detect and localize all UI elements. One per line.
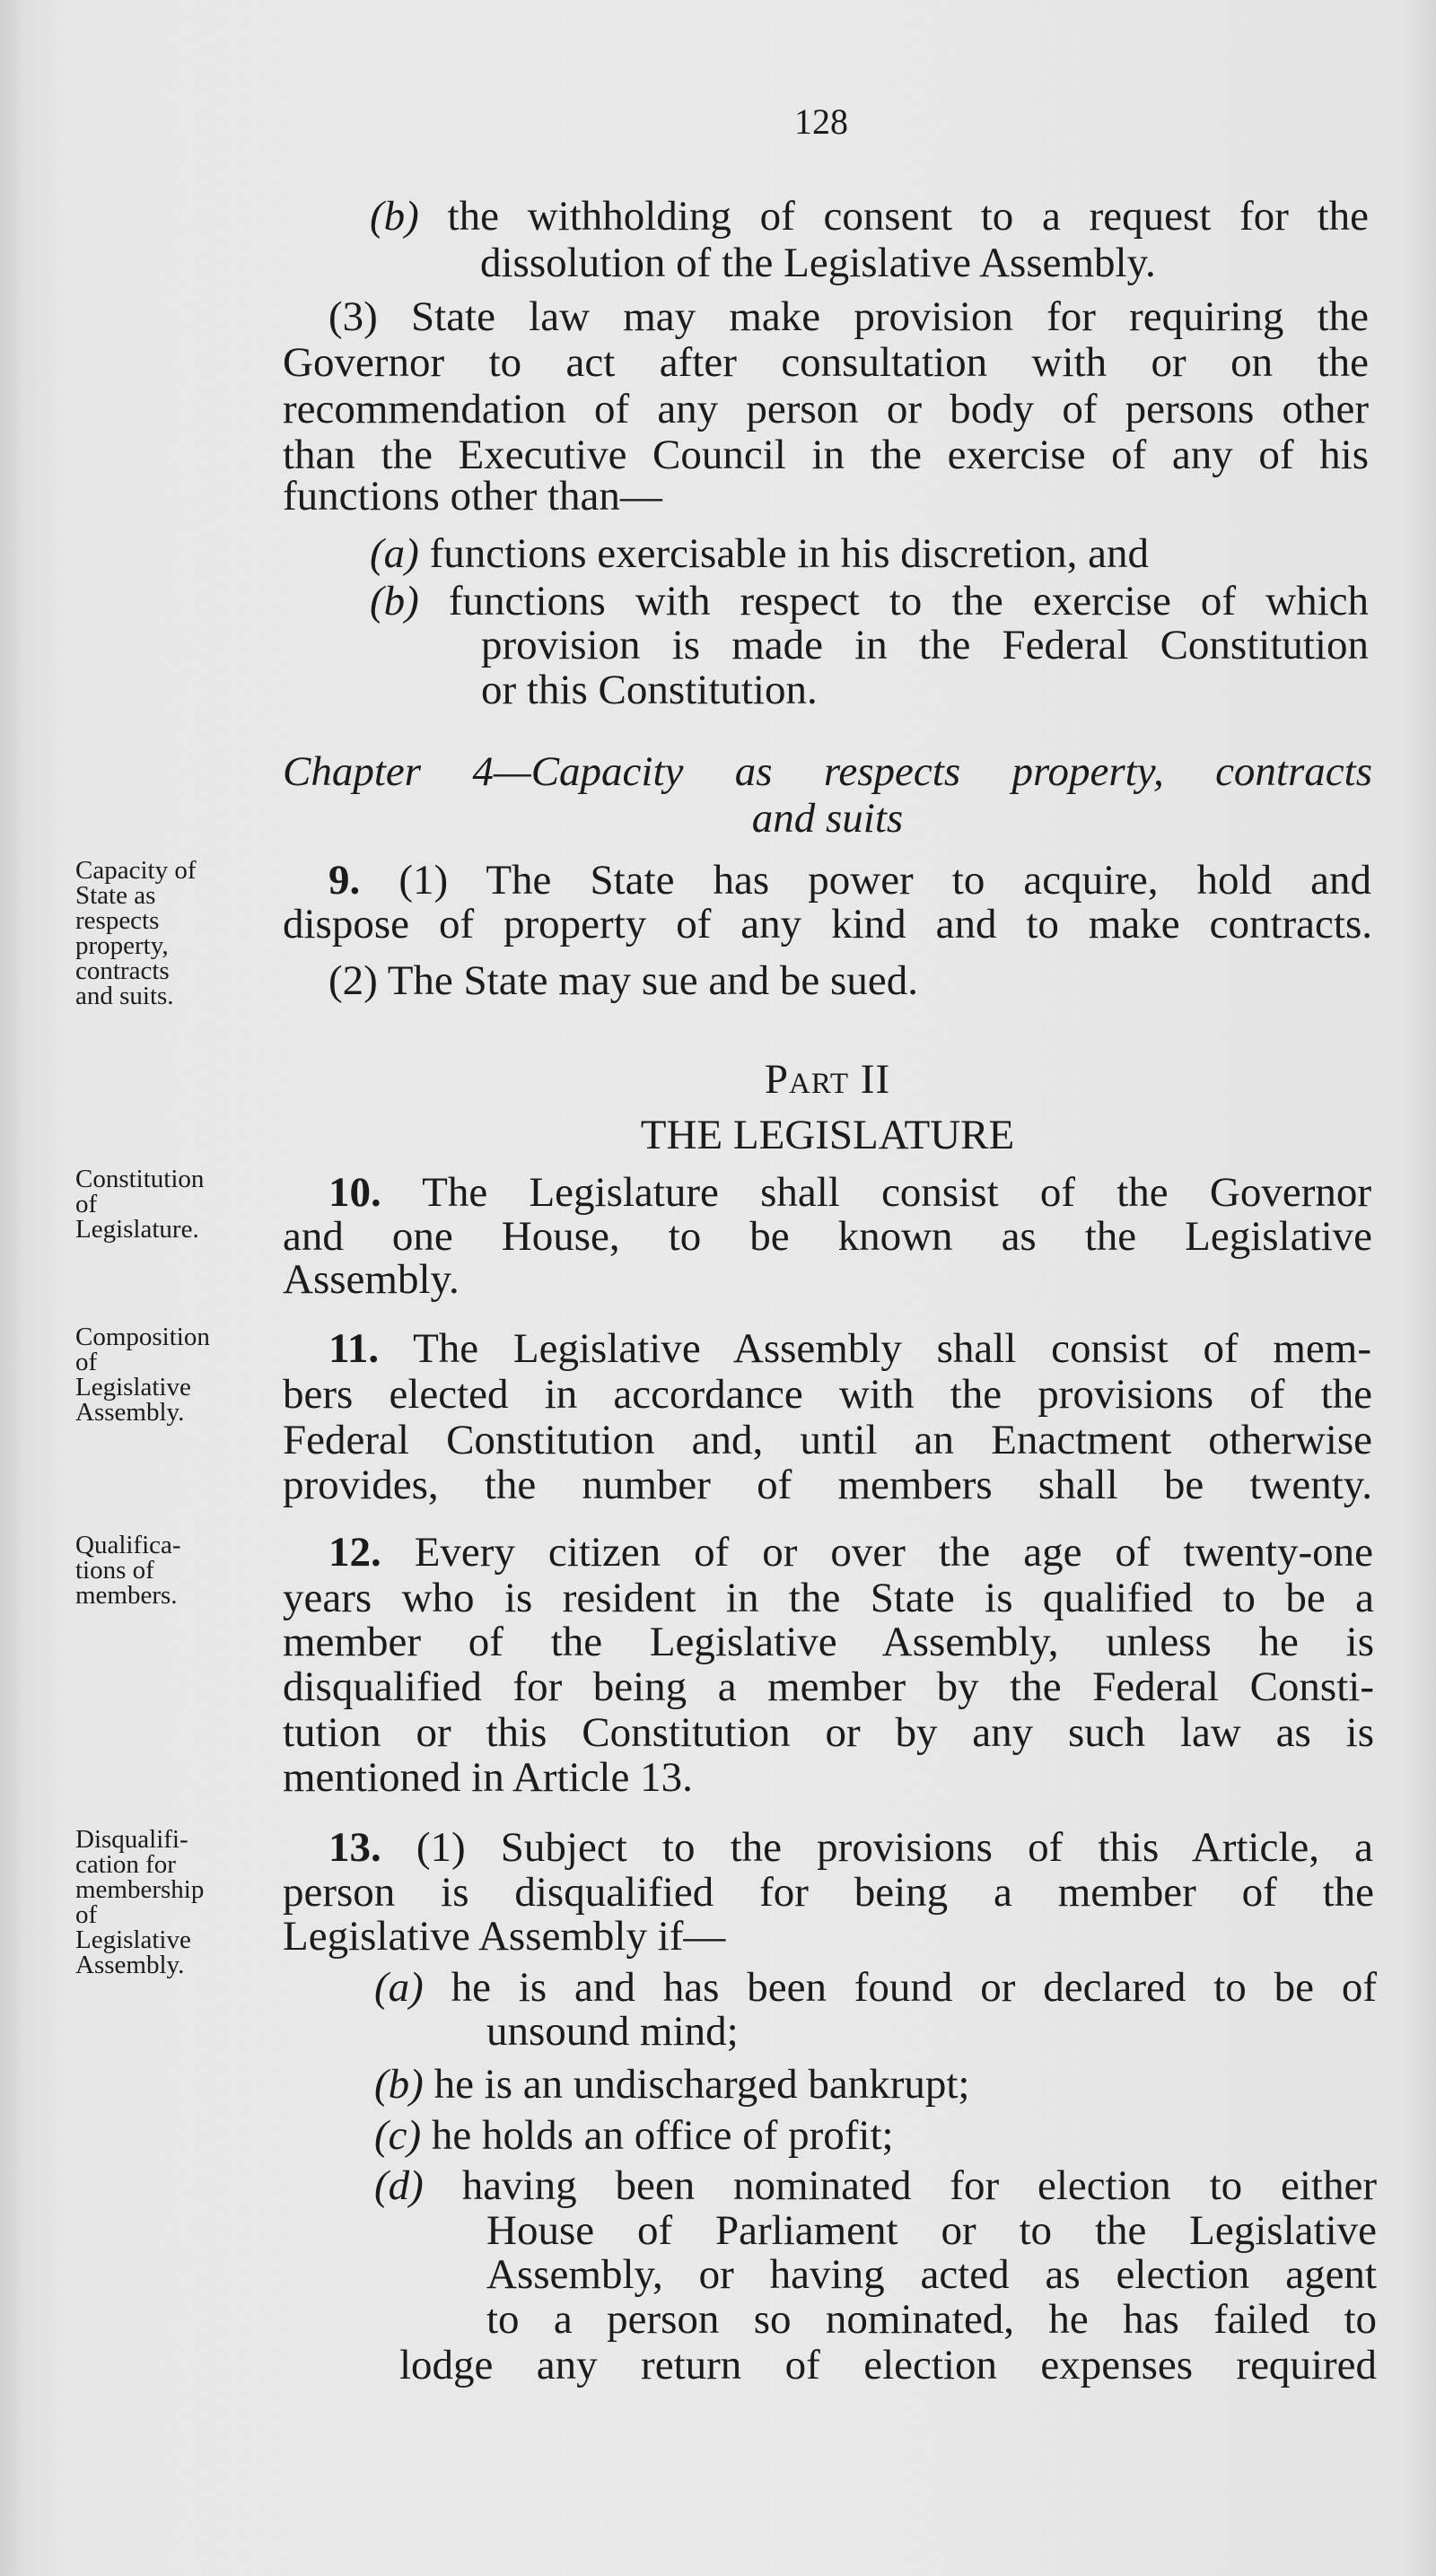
line-text: dispose of property of any kind and to make contracts. xyxy=(283,901,1372,947)
margin-note xyxy=(75,1533,181,1608)
clause-marker: (b) xyxy=(374,2061,424,2108)
body-line xyxy=(328,293,1369,341)
body-line xyxy=(283,385,1369,433)
line-text: bers elected in accordance with the provisions of the xyxy=(283,1371,1372,1418)
margin-note-line: members. xyxy=(75,1581,178,1610)
line-text: he is and has been found or declared to be of xyxy=(451,1964,1377,2011)
margin-note-line: of xyxy=(75,1900,98,1929)
line-text: or this Constitution. xyxy=(481,667,818,713)
margin-note-line: Composition xyxy=(75,1323,210,1351)
margin-note-line: property, xyxy=(75,931,169,960)
body-line xyxy=(370,192,1369,240)
line-text: unsound mind; xyxy=(486,2008,739,2055)
line-text: to a person so nominated, he has failed to xyxy=(486,2296,1377,2343)
line-text: The Legislative Assembly shall consist of mem- xyxy=(413,1325,1371,1372)
line-text: House of Parliament or to the Legislative xyxy=(486,2207,1377,2254)
line-text: Federal Constitution and, until an Enactment otherwise xyxy=(283,1417,1372,1463)
line-text: THE LEGISLATURE xyxy=(640,1112,1015,1158)
article-number: 9. xyxy=(328,857,361,904)
body-line xyxy=(481,621,1369,669)
line-text: and one House, to be known as the Legislative xyxy=(283,1213,1372,1260)
line-text: Assembly. xyxy=(283,1256,460,1303)
margin-note xyxy=(75,1166,204,1242)
body-line xyxy=(481,666,818,714)
line-text: years who is resident in the State is qualified to be a xyxy=(283,1575,1374,1621)
body-line xyxy=(283,794,1372,843)
margin-note-line: and suits. xyxy=(75,982,174,1010)
margin-note-line: tions of xyxy=(75,1556,154,1585)
line-text: Legislative Assembly if— xyxy=(283,1913,726,1960)
body-line xyxy=(374,2161,1377,2210)
margin-note-line: Qualifica- xyxy=(75,1531,181,1559)
line-text: Every citizen of or over the age of twenty-one xyxy=(414,1529,1373,1576)
margin-note-line: respects xyxy=(75,906,160,935)
body-line xyxy=(283,1055,1372,1104)
article-number: 12. xyxy=(328,1529,381,1576)
line-text: having been nominated for election to either xyxy=(461,2162,1378,2209)
margin-note-line: of xyxy=(75,1348,98,1376)
margin-note-line: Legislative xyxy=(75,1373,191,1402)
line-text: recommendation of any person or body of persons other xyxy=(283,386,1369,432)
line-text: Assembly, or having acted as election agent xyxy=(486,2251,1377,2298)
clause-marker: (b) xyxy=(370,578,419,624)
part-title xyxy=(283,1111,1372,1159)
clause-marker: (a) xyxy=(370,530,419,577)
body-line xyxy=(486,2206,1377,2255)
article-heading-line xyxy=(328,1324,1371,1373)
body-line xyxy=(486,2295,1377,2344)
line-text: functions exercisable in his discretion, and xyxy=(429,530,1149,577)
body-line xyxy=(283,1912,725,1960)
line-text: (3) State law may make provision for requiring the xyxy=(328,293,1369,340)
line-text: (1) The State has power to acquire, hold and xyxy=(398,857,1371,904)
margin-note xyxy=(75,1827,204,1978)
clause-marker: (a) xyxy=(374,1964,424,2011)
margin-note-line: Legislative xyxy=(75,1925,191,1954)
article-number: 11. xyxy=(328,1325,380,1372)
body-line xyxy=(374,1963,1377,2012)
body-line xyxy=(328,956,918,1005)
body-line xyxy=(283,1370,1372,1419)
margin-note-line: contracts xyxy=(75,956,170,985)
margin-note xyxy=(75,858,196,1009)
line-text: provision is made in the Federal Constitution xyxy=(481,622,1369,668)
body-line xyxy=(283,1212,1372,1261)
margin-note-line: Assembly. xyxy=(75,1951,185,1979)
body-line xyxy=(283,472,662,520)
line-text: (1) Subject to the provisions of this Article, a xyxy=(416,1824,1374,1871)
body-line xyxy=(370,577,1369,625)
line-text: functions other than— xyxy=(283,473,662,520)
body-line xyxy=(283,1618,1374,1666)
clause-marker: (c) xyxy=(374,2112,422,2159)
body-line xyxy=(283,1663,1374,1711)
body-line xyxy=(283,1255,460,1304)
body-line xyxy=(486,2250,1377,2299)
line-text: Part II xyxy=(764,1056,891,1103)
body-line xyxy=(480,239,1156,287)
body-line xyxy=(283,338,1369,387)
article-number: 10. xyxy=(328,1169,381,1216)
body-line xyxy=(283,1461,1372,1509)
body-line xyxy=(283,1708,1374,1757)
margin-note-line: Constitution xyxy=(75,1165,205,1193)
article-heading-line xyxy=(328,1528,1373,1576)
line-text: functions with respect to the exercise of which xyxy=(448,578,1369,624)
body-line xyxy=(283,747,1372,796)
line-text: Governor to act after consultation with or on the xyxy=(283,339,1369,386)
body-line xyxy=(283,900,1372,948)
article-heading-line xyxy=(328,1823,1373,1872)
body-line xyxy=(370,529,1149,578)
margin-note-line: Disqualifi- xyxy=(75,1825,188,1854)
body-line xyxy=(374,2060,970,2109)
line-text: Chapter 4—Capacity as respects property, contracts xyxy=(283,748,1372,795)
margin-note-line: Assembly. xyxy=(75,1398,185,1427)
line-text: and suits xyxy=(751,795,904,842)
clause-marker: (d) xyxy=(374,2162,424,2209)
article-heading-line xyxy=(328,1168,1371,1217)
line-text: tution or this Constitution or by any such law as is xyxy=(283,1709,1374,1756)
line-text: lodge any return of election expenses required xyxy=(399,2342,1377,2388)
line-text: he is an undischarged bankrupt; xyxy=(433,2061,970,2108)
line-text: disqualified for being a member by the Federal Consti- xyxy=(283,1663,1374,1710)
article-heading-line xyxy=(328,856,1371,904)
line-text: provides, the number of members shall be twenty. xyxy=(283,1462,1372,1508)
margin-note-line: Legislature. xyxy=(75,1215,199,1244)
line-text: the withholding of consent to a request for the xyxy=(447,193,1370,240)
line-text: person is disqualified for being a member of the xyxy=(283,1869,1374,1916)
margin-note-line: cation for xyxy=(75,1850,176,1879)
line-text: (2) The State may sue and be sued. xyxy=(328,957,918,1004)
margin-note-line: of xyxy=(75,1190,98,1218)
body-line xyxy=(399,2341,1377,2389)
line-text: he holds an office of profit; xyxy=(431,2112,894,2159)
line-text: The Legislature shall consist of the Governor xyxy=(422,1169,1372,1216)
line-text: than the Executive Council in the exercise of any of his xyxy=(283,432,1369,478)
margin-note-line: membership xyxy=(75,1875,205,1904)
body-line xyxy=(374,2111,894,2160)
article-number: 13. xyxy=(328,1824,381,1871)
margin-note xyxy=(75,1324,210,1425)
body-line xyxy=(486,2007,739,2056)
body-line xyxy=(283,1416,1372,1464)
body-line xyxy=(283,1574,1374,1622)
line-text: member of the Legislative Assembly, unless he is xyxy=(283,1619,1374,1665)
margin-note-line: Capacity of xyxy=(75,856,197,885)
clause-marker: (b) xyxy=(370,193,419,240)
body-line xyxy=(283,1868,1374,1917)
body-line xyxy=(283,1753,693,1802)
line-text: mentioned in Article 13. xyxy=(283,1754,693,1801)
page-number: 128 xyxy=(794,101,848,142)
line-text: dissolution of the Legislative Assembly. xyxy=(480,240,1156,286)
margin-note-line: State as xyxy=(75,881,156,910)
